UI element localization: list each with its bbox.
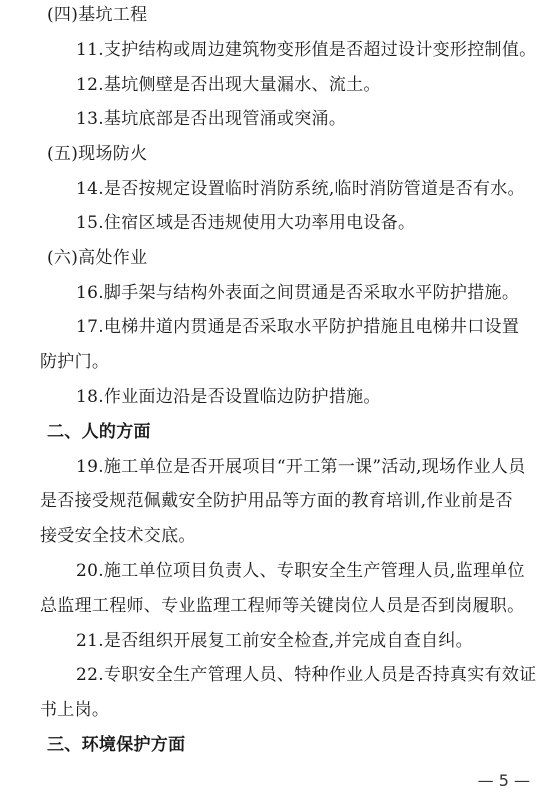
item-17-line-1: 17.电梯井道内贯通是否采取水平防护措施且电梯井口设置 bbox=[76, 317, 520, 337]
item-22-line-1: 22.专职安全生产管理人员、特种作业人员是否持真实有效证 bbox=[76, 665, 537, 685]
item-20-line-2: 总监理工程师、专业监理工程师等关键岗位人员是否到岗履职。 bbox=[40, 596, 525, 616]
item-14: 14.是否按规定设置临时消防系统,临时消防管道是否有水。 bbox=[76, 179, 525, 199]
item-12: 12.基坑侧壁是否出现大量漏水、流土。 bbox=[76, 75, 381, 95]
section-heading-fire-prevention: (五)现场防火 bbox=[47, 144, 148, 164]
section-heading-excavation: (四)基坑工程 bbox=[47, 5, 148, 25]
item-20-line-1: 20.施工单位项目负责人、专职安全生产管理人员,监理单位 bbox=[76, 561, 525, 581]
item-22-line-2: 书上岗。 bbox=[40, 700, 110, 720]
item-18: 18.作业面边沿是否设置临边防护措施。 bbox=[76, 387, 381, 407]
part-heading-personnel: 二、人的方面 bbox=[47, 422, 151, 442]
section-heading-work-at-height: (六)高处作业 bbox=[47, 248, 148, 268]
item-19-line-1: 19.施工单位是否开展项目“开工第一课”活动,现场作业人员 bbox=[76, 457, 526, 477]
item-19-line-2: 是否接受规范佩戴安全防护用品等方面的教育培训,作业前是否 bbox=[40, 491, 513, 511]
item-11: 11.支护结构或周边建筑物变形值是否超过设计变形控制值。 bbox=[76, 40, 537, 60]
item-16: 16.脚手架与结构外表面之间贯通是否采取水平防护措施。 bbox=[76, 283, 520, 303]
part-heading-environmental-protection: 三、环境保护方面 bbox=[47, 735, 186, 755]
item-19-line-3: 接受安全技术交底。 bbox=[40, 526, 196, 546]
item-13: 13.基坑底部是否出现管涌或突涌。 bbox=[76, 109, 347, 129]
item-15: 15.住宿区域是否违规使用大功率用电设备。 bbox=[76, 213, 416, 233]
item-21: 21.是否组织开展复工前安全检查,并完成自查自纠。 bbox=[76, 631, 473, 651]
page-number: — 5 — bbox=[477, 771, 530, 790]
item-17-line-2: 防护门。 bbox=[40, 352, 110, 372]
